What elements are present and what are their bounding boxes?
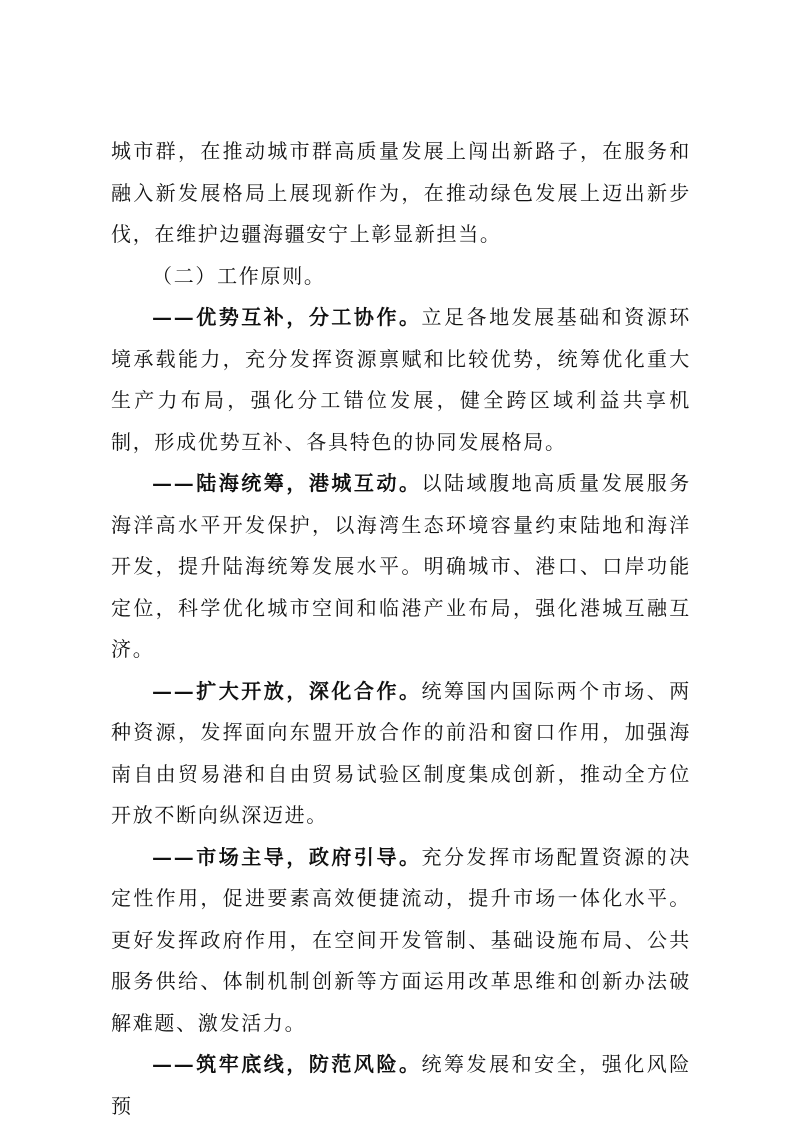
- principle-title: ——陆海统筹，港城互动。: [152, 471, 422, 495]
- principle-title: ——优势互补，分工协作。: [152, 305, 422, 329]
- paragraph-text: 统筹发展和安全，强化风险预: [111, 1052, 691, 1118]
- paragraph-text: 立足各地发展基础和资源环境承载能力，充分发挥资源禀赋和比较优势，统筹优化重大生产力布局，强化分工错位发展，健全跨区域利益共享机制，形成优势互补、各具特色的协同发展格局。: [111, 305, 691, 454]
- principle-paragraph: [111, 297, 691, 463]
- paragraph-intro: [111, 131, 691, 256]
- paragraph-text: 城市群，在推动城市群高质量发展上闯出新路子，在服务和融入新发展格局上展现新作为，在推动绿色发展上迈出新步伐，在维护边疆海疆安宁上彰显新担当。: [111, 139, 691, 246]
- principle-paragraph: [111, 463, 691, 671]
- paragraph-text: 充分发挥市场配置资源的决定性作用，促进要素高效便捷流动，提升市场一体化水平。更好发挥政府作用，在空间开发管制、基础设施布局、公共服务供给、体制机制创新等方面运用改革思维和创新办法破解难题、激发活力。: [111, 844, 691, 1035]
- principle-paragraph: [111, 671, 691, 837]
- section-heading-text: （二）工作原则。: [152, 263, 326, 288]
- principle-title: ——扩大开放，深化合作。: [152, 678, 422, 703]
- paragraph-text: 以陆域腹地高质量发展服务海洋高水平开发保护，以海湾生态环境容量约束陆地和海洋开发，提升陆海统筹发展水平。明确城市、港口、口岸功能定位，科学优化城市空间和临港产业布局，强化港城互融互济。: [111, 471, 691, 661]
- principle-paragraph: [111, 837, 691, 1045]
- principle-title: ——市场主导，政府引导。: [152, 844, 422, 869]
- paragraph-text: 统筹国内国际两个市场、两种资源，发挥面向东盟开放合作的前沿和窗口作用，加强海南自由贸易港和自由贸易试验区制度集成创新，推动全方位开放不断向纵深迈进。: [111, 678, 691, 827]
- principle-title: ——筑牢底线，防范风险。: [152, 1052, 422, 1076]
- body-text: [111, 131, 691, 1127]
- section-heading: [111, 256, 691, 298]
- principle-paragraph: [111, 1044, 691, 1127]
